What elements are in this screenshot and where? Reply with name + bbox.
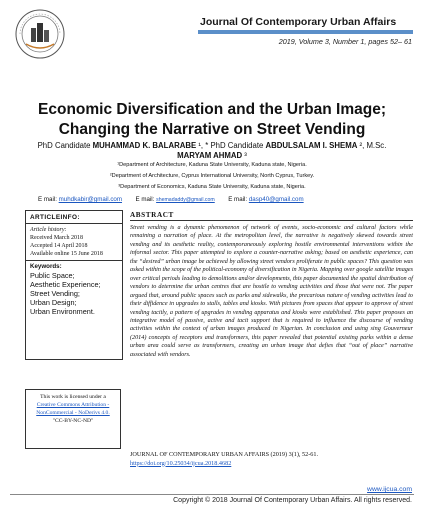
- article-title-line2: Changing the Narrative on Street Vending: [58, 121, 366, 138]
- affiliation-2: ²Department of Architecture, Cyprus International University, North Cyprus, Turkey.: [109, 173, 315, 179]
- copyright-text: Copyright © 2018 Journal Of Contemporary Urban Affairs. All rights reserved.: [173, 497, 412, 504]
- license-link-1[interactable]: Creative Commons Attribution -: [36, 402, 110, 408]
- author2-mark: ², M.Sc.: [357, 141, 387, 150]
- author-emails: [38, 196, 304, 203]
- article-info-box: [25, 210, 123, 360]
- article-history: [26, 224, 122, 261]
- history-received: Received March 2018: [30, 235, 83, 241]
- authors-line1: [10, 141, 414, 151]
- keyword-item: Aesthetic Experience;: [30, 280, 101, 289]
- email-link-1[interactable]: muhdkabir@gmail.com: [58, 196, 123, 203]
- abstract-header: ABSTRACT: [130, 211, 174, 219]
- affiliation-3: ³Department of Economics, Kaduna State University, Kaduna state, Nigeria.: [118, 184, 306, 190]
- history-label: Article history:: [30, 227, 67, 233]
- author3-name: MARYAM AHMAD: [177, 151, 243, 160]
- keywords-section: [26, 261, 122, 318]
- email-label-1: E mail:: [38, 196, 59, 203]
- doi-link[interactable]: https://doi.org/10.25034/ijcua.2018.4682: [130, 459, 232, 467]
- journal-header-rule: [198, 30, 413, 34]
- author1-name: MUHAMMAD K. BALARABE: [92, 141, 197, 150]
- abstract-rule: [130, 220, 413, 221]
- keyword-item: Street Vending;: [30, 289, 80, 298]
- journal-volume: 2019, Volume 3, Number 1, pages 52– 61: [278, 37, 412, 46]
- journal-logo-icon: [14, 8, 66, 60]
- license-box: [25, 389, 121, 449]
- keyword-item: Urban Environment.: [30, 307, 95, 316]
- license-link-2[interactable]: NonCommercial - NoDerivs 4.0.: [36, 410, 110, 416]
- article-info-header: ARTICLEINFO:: [26, 211, 122, 224]
- email-link-2[interactable]: shemadaddy@gmail.com: [156, 197, 215, 203]
- author1-mark: ¹, * PhD Candidate: [196, 141, 266, 150]
- history-available: Available online 15 June 2018: [30, 251, 103, 257]
- keywords-label: Keywords:: [30, 263, 62, 270]
- citation-text: JOURNAL OF CONTEMPORARY URBAN AFFAIRS (2019) 3(1), 52-61.: [130, 451, 318, 458]
- article-title-line1: Economic Diversification and the Urban Image;: [38, 101, 386, 118]
- journal-website-link[interactable]: www.ijcua.com: [367, 486, 412, 493]
- authors-line2: [10, 151, 414, 161]
- email-link-3[interactable]: dasp40@gmail.com: [248, 196, 304, 203]
- license-text: This work is licensed under a: [40, 394, 106, 400]
- author2-name: ABDULSALAM I. SHEMA: [265, 141, 358, 150]
- email-label-3: E mail:: [228, 196, 249, 203]
- keyword-item: Public Space;: [30, 271, 75, 280]
- author3-mark: ³: [242, 151, 247, 160]
- email-label-2: E mail:: [135, 196, 157, 203]
- footer-rule: [10, 494, 414, 495]
- affiliation-1: ¹Department of Architecture, Kaduna State University, Kaduna state, Nigeria.: [117, 162, 307, 168]
- citation: [130, 451, 413, 468]
- journal-title: Journal Of Contemporary Urban Affairs: [200, 16, 397, 28]
- author-prefix: PhD Candidate: [37, 141, 93, 150]
- license-code: "CC-BY-NC-ND": [52, 418, 94, 424]
- abstract-text: Street vending is a dynamic phenomenon of network of events, socio-economic and cultural factors while remaining a narration of place. At the metropolitan level, the narrative is negatively skewed towards street vending and its aesthetic reality, contemporaneously exploring hostile environmental interventions within the informal sector. This paper attempted to explore a counter-narrative asking; based on aesthetic experience, can the “desired” urban image be achieved by allowing street vendors proliferate in public spaces? This question was asked within the scope of the political-economy of diversification in Nigeria. Mapping over google satellite images over critical periods leading to demolitions and/or developments, this paper documented the spatial distribution of vendors to determine the urban centres that are hostile to vending activities and those that were not. The paper argued that, around public spaces such as parks and sidewalks, the precarious nature of vending activities lead to their diffidence in upgrades to stalls, tables and kiosks. With pictures from spaces that appear to approve of street vending tacitly, a pattern of upgrades in vending apparatus and kiosks were established. This paper proposes an integrative model of passive, active and tacit support that is required to influence the discourse of vending activities within the context of urban images produced in Nigerian. In conclusion and using sing Gouverneur (2014) concepts of receptors and transformers, this paper revealed that potential existing parks within a dense urban area could serve as transformers, creating an urban image that defies that “out of place” narrative associated with vendors.: [130, 225, 413, 358]
- keyword-item: Urban Design;: [30, 298, 77, 307]
- history-accepted: Accepted 14 April 2018: [30, 243, 88, 249]
